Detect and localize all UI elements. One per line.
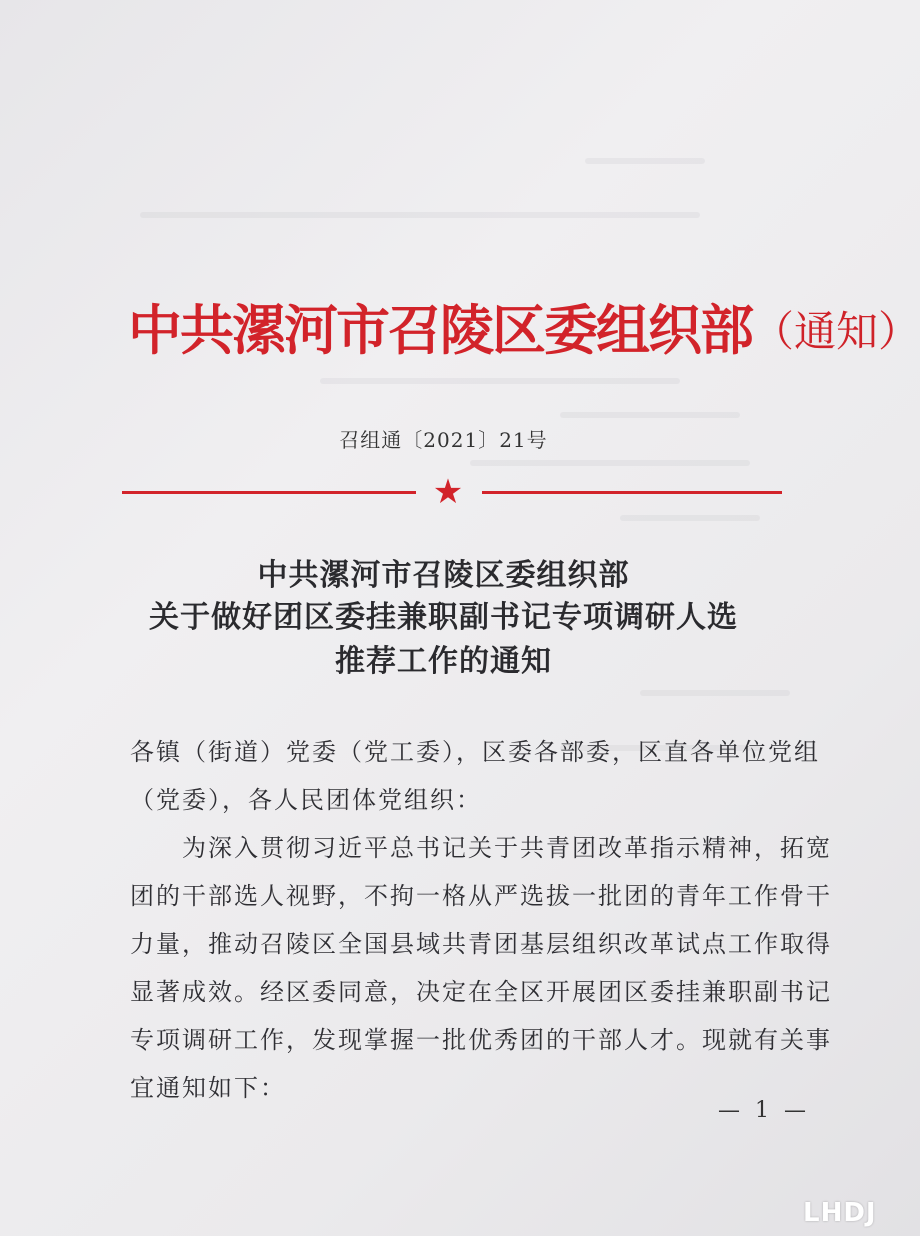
bleed-through-line	[620, 515, 760, 521]
body-line-4: 显著成效。经区委同意，决定在全区开展团区委挂兼职副书记	[130, 978, 832, 1006]
letterhead-title	[128, 290, 920, 372]
salutation-line-2: （党委），各人民团体党组织：	[130, 786, 482, 814]
letterhead-type: （通知）	[752, 307, 920, 356]
star-icon: ★	[432, 472, 464, 512]
bleed-through-line	[320, 378, 680, 384]
document-number: 召组通〔2021〕21号	[339, 428, 548, 452]
watermark-logo: LHDJ	[803, 1198, 877, 1228]
body-line-1: 为深入贯彻习近平总书记关于共青团改革指示精神，拓宽	[130, 834, 832, 862]
body-line-3: 力量，推动召陵区全国县域共青团基层组织改革试点工作取得	[130, 930, 832, 958]
bleed-through-line	[140, 212, 700, 218]
bleed-through-line	[585, 158, 705, 164]
body-line-5: 专项调研工作，发现掌握一批优秀团的干部人才。现就有关事	[130, 1026, 832, 1054]
title-line-1: 中共漯河市召陵区委组织部	[257, 558, 630, 593]
bleed-through-line	[560, 412, 740, 418]
letterhead-org: 中共漯河市召陵区委组织部	[128, 298, 752, 362]
title-line-2: 关于做好团区委挂兼职副书记专项调研人选	[149, 600, 738, 635]
red-rule-right	[482, 491, 782, 494]
bleed-through-line	[640, 690, 790, 696]
bleed-through-line	[470, 460, 750, 466]
salutation-line-1: 各镇（街道）党委（党工委），区委各部委，区直各单位党组	[130, 738, 820, 766]
title-line-3: 推荐工作的通知	[335, 644, 552, 679]
red-rule-left	[122, 491, 416, 494]
body-line-6: 宜通知如下：	[130, 1074, 286, 1102]
page-number: — 1 —	[718, 1098, 810, 1123]
body-line-2: 团的干部选人视野，不拘一格从严选拔一批团的青年工作骨干	[130, 882, 832, 910]
